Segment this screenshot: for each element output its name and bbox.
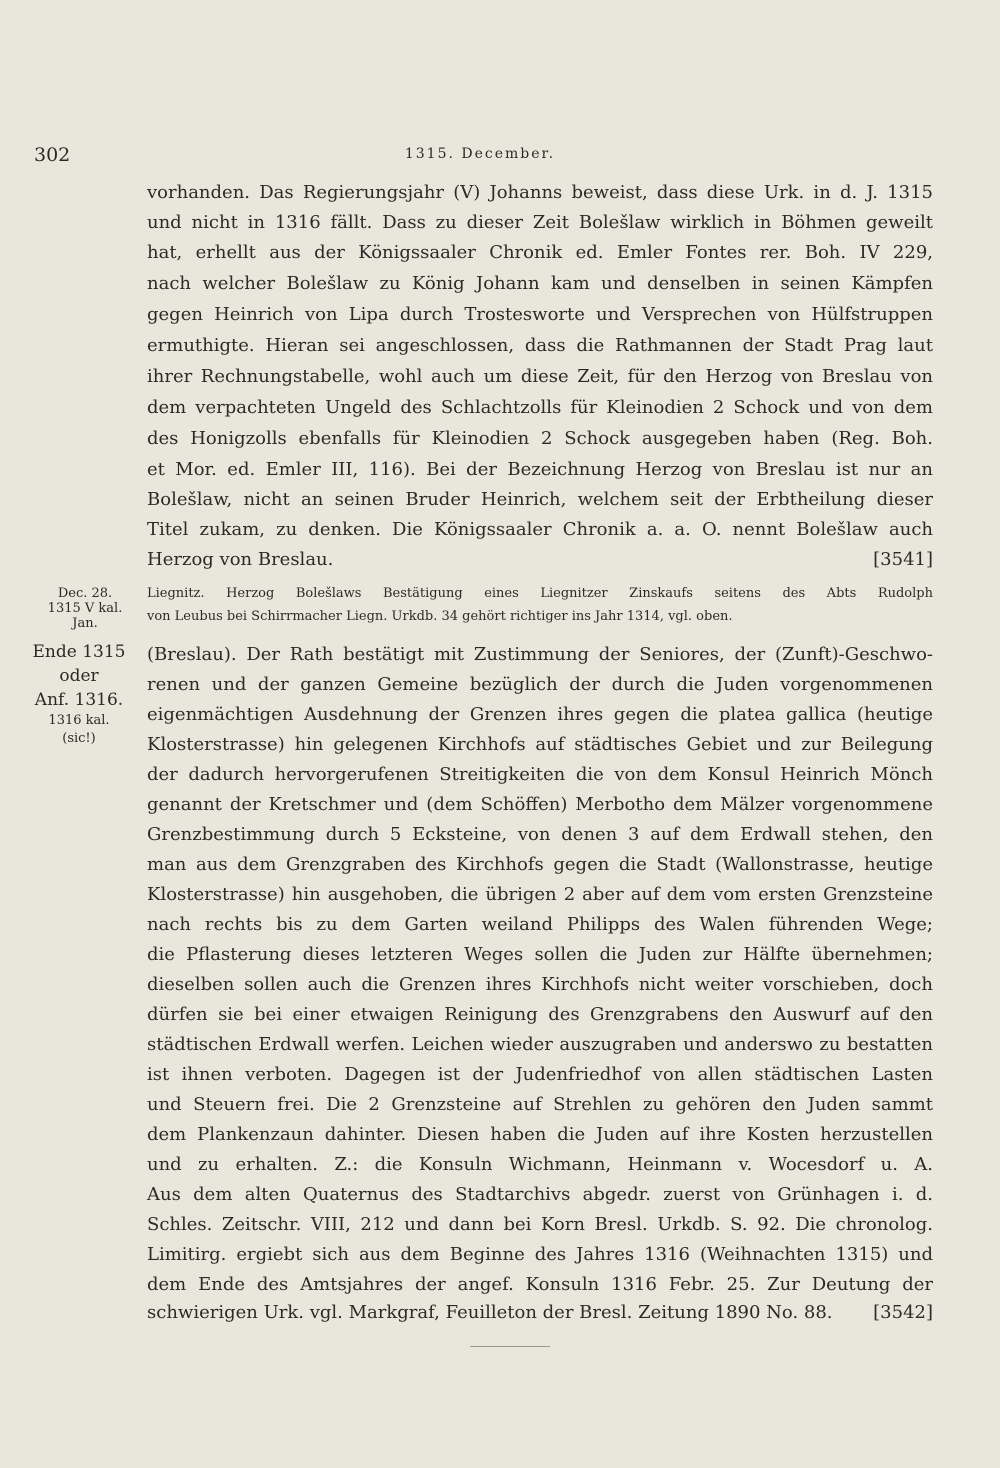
text-line: et Mor. ed. Emler III, 116). Bei der Bezeichnung Herzog von Breslau ist nur an: [147, 459, 933, 480]
text-line: gegen Heinrich von Lipa durch Trostesworte und Versprechen von Hülfstruppen: [147, 304, 933, 325]
text-line: Limitirg. ergiebt sich aus dem Beginne des Jahres 1316 (Weihnachten 1315) und: [147, 1244, 933, 1265]
text-line: ist ihnen verboten. Dagegen ist der Judenfriedhof von allen städtischen Lasten: [147, 1064, 933, 1085]
text-line: und Steuern frei. Die 2 Grenzsteine auf Strehlen zu gehören den Juden sammt: [147, 1094, 933, 1115]
text-line: die Pflasterung dieses letzteren Weges sollen die Juden zur Hälfte übernehmen;: [147, 944, 933, 965]
text-line: dieselben sollen auch die Grenzen ihres Kirchhofs nicht weiter vorschieben, doch: [147, 974, 933, 995]
text-line: nach welcher Bolešlaw zu König Johann kam und denselben in seinen Kämpfen: [147, 273, 933, 294]
text-line: und nicht in 1316 fällt. Dass zu dieser Zeit Bolešlaw wirklich in Böhmen geweilt: [147, 212, 933, 233]
divider: [470, 1346, 550, 1347]
text-line: und zu erhalten. Z.: die Konsuln Wichmann, Heinmann v. Wocesdorf u. A.: [147, 1154, 933, 1175]
margin-line: (sic!): [62, 731, 96, 746]
text-line: man aus dem Grenzgraben des Kirchhofs gegen die Stadt (Wallonstrasse, heutige: [147, 854, 933, 875]
margin-line: 1315 V kal.: [47, 601, 123, 616]
text-line: dem Plankenzaun dahinter. Diesen haben die Juden auf ihre Kosten herzustellen: [147, 1124, 933, 1145]
entry-number: [3542]: [873, 1302, 933, 1323]
note-line: von Leubus bei Schirrmacher Liegn. Urkdb. 34 gehört richtiger ins Jahr 1314, vgl. oben.: [147, 609, 733, 624]
text-line: ermuthigte. Hieran sei angeschlossen, dass die Rathmannen der Stadt Prag laut: [147, 335, 933, 356]
text-line: ihrer Rechnungstabelle, wohl auch um diese Zeit, für den Herzog von Breslau von: [147, 366, 933, 387]
text-line: [147, 547, 933, 573]
text-line: Grenzbestimmung durch 5 Ecksteine, von denen 3 auf dem Erdwall stehen, den: [147, 824, 933, 845]
margin-line: 1316 kal.: [48, 713, 110, 728]
last-line-text: Herzog von Breslau.: [147, 549, 334, 570]
entry-number: [3541]: [873, 549, 933, 570]
text-line: dem Ende des Amtsjahres der angef. Konsuln 1316 Febr. 25. Zur Deutung der: [147, 1274, 933, 1295]
running-head: 1315. December.: [404, 146, 556, 162]
text-line: (Breslau). Der Rath bestätigt mit Zustimmung der Seniores, der (Zunft)-Geschwo-: [147, 644, 933, 665]
margin-date: [24, 640, 134, 748]
text-line: renen und der ganzen Gemeine bezüglich der durch die Juden vorgenommenen: [147, 674, 933, 695]
text-line: vorhanden. Das Regierungsjahr (V) Johanns beweist, dass diese Urk. in d. J. 1315: [147, 182, 933, 203]
page-header: [0, 140, 1000, 170]
text-line: [147, 1300, 933, 1326]
text-line: dürfen sie bei einer etwaigen Reinigung des Grenzgrabens den Auswurf auf den: [147, 1004, 933, 1025]
margin-line: Ende 1315: [32, 642, 126, 662]
margin-line: Anf. 1316.: [34, 690, 124, 710]
text-line: Bolešlaw, nicht an seinen Bruder Heinrich, welchem seit der Erbtheilung dieser: [147, 489, 933, 510]
margin-line: Jan.: [72, 616, 98, 631]
margin-line: oder: [59, 666, 99, 686]
text-line: Aus dem alten Quaternus des Stadtarchivs abgedr. zuerst von Grünhagen i. d.: [147, 1184, 933, 1205]
margin-line: Dec. 28.: [57, 586, 113, 601]
margin-date: [30, 586, 140, 631]
last-line-text: schwierigen Urk. vgl. Markgraf, Feuilleton der Bresl. Zeitung 1890 No. 88.: [147, 1302, 833, 1323]
text-line: Klosterstrasse) hin ausgehoben, die übrigen 2 aber auf dem vom ersten Grenzsteine: [147, 884, 933, 905]
text-line: Klosterstrasse) hin gelegenen Kirchhofs auf städtisches Gebiet und zur Beilegung: [147, 734, 933, 755]
text-line: der dadurch hervorgerufenen Streitigkeiten die von dem Konsul Heinrich Mönch: [147, 764, 933, 785]
text-line: genannt der Kretschmer und (dem Schöffen) Merbotho dem Mälzer vorgenommene: [147, 794, 933, 815]
text-line: Schles. Zeitschr. VIII, 212 und dann bei Korn Bresl. Urkdb. S. 92. Die chronolog.: [147, 1214, 933, 1235]
text-line: nach rechts bis zu dem Garten weiland Philipps des Walen führenden Wege;: [147, 914, 933, 935]
text-line: städtischen Erdwall werfen. Leichen wieder auszugraben und anderswo zu bestatten: [147, 1034, 933, 1055]
page-number: 302: [34, 144, 71, 166]
text-line: des Honigzolls ebenfalls für Kleinodien 2 Schock ausgegeben haben (Reg. Boh.: [147, 428, 933, 449]
text-line: hat, erhellt aus der Königssaaler Chronik ed. Emler Fontes rer. Boh. IV 229,: [147, 242, 933, 263]
text-line: dem verpachteten Ungeld des Schlachtzolls für Kleinodien 2 Schock und von dem: [147, 397, 933, 418]
text-line: eigenmächtigen Ausdehnung der Grenzen ihres gegen die platea gallica (heutige: [147, 704, 933, 725]
text-line: Titel zukam, zu denken. Die Königssaaler Chronik a. a. O. nennt Bolešlaw auch: [147, 519, 933, 540]
note-line: Liegnitz. Herzog Bolešlaws Bestätigung eines Liegnitzer Zinskaufs seitens des Abts Rudolph: [147, 586, 933, 601]
